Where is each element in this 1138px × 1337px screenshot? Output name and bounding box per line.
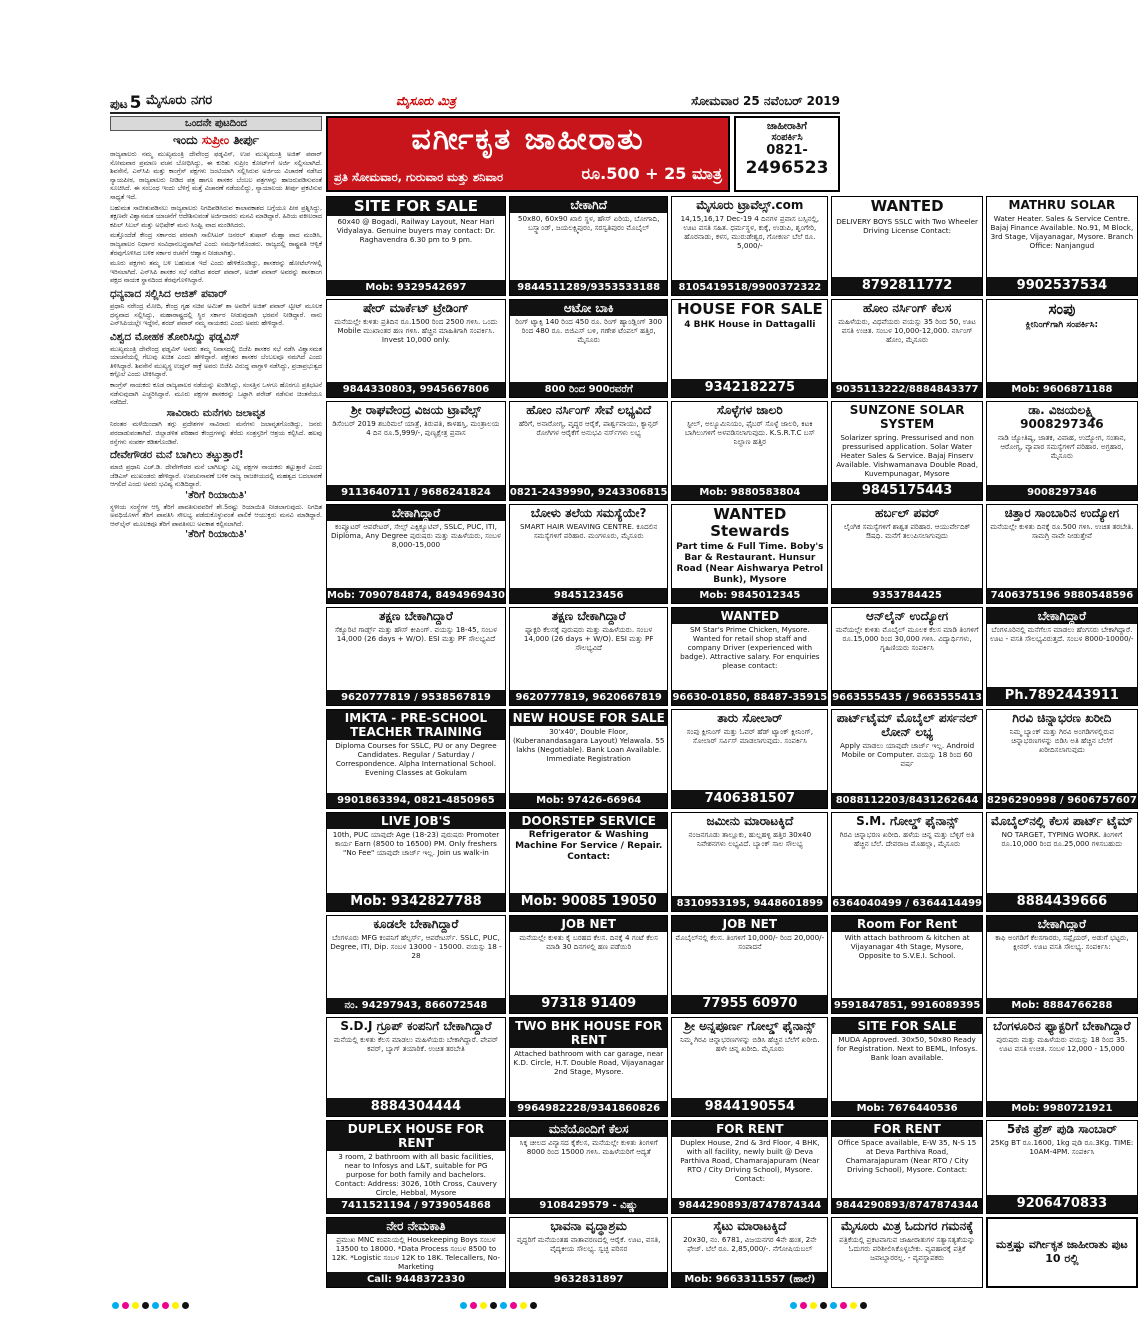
ad-title: FOR RENT <box>672 1121 827 1137</box>
registration-dots-center <box>460 1302 537 1309</box>
paragraph: ಬಹುಮತ ಸಾಬೀತುಪಡಿಸಲು ರಾಜ್ಯಪಾಲರು ನಿಗದಿಪಡಿಸಿರುವ ಕಾಲಾವಕಾಶದ ಬಗ್ಗೆಯೂ ಪೀಠ ಪ್ರಶ್ನಿಸಿದ್ದು, ತಕ್ಷಣವೇ ವಿಶ್ವಾಸಮತ ಯಾಚನೆಗೆ ಆದೇಶಿಸುವಂತೆ ಅರ್ಜಿದಾರರು ಮನವಿ ಮಾಡಿದ್ದಾರೆ. ಹಿರಿಯ ವಕೀಲರಾದ ಕಪಿಲ್ ಸಿಬಲ್ ಮತ್ತು ಅಭಿಷೇಕ್ ಮನು ಸಿಂಘ್ವಿ ವಾದ ಮಂಡಿಸಿದರು. <box>110 203 322 229</box>
ad-title: ಭಾವನಾ ವೃದ್ಧಾಶ್ರಮ <box>550 1218 627 1233</box>
ad-phone: 9844190554 <box>672 1098 827 1116</box>
ad-title: DOORSTEP SERVICE <box>510 813 668 829</box>
classified-ad <box>986 504 1138 604</box>
registration-dots-left <box>112 1302 189 1309</box>
ad-phone: 9108429579 - ವಿಷ್ಣು <box>510 1198 668 1213</box>
ad-text: SM Star's Prime Chicken, Mysore. Wanted for retail shop staff and company Driver (experienced with badge). Attractive salary. For enquiries please contact: <box>680 624 820 670</box>
ad-phone: Mob: 8884766288 <box>987 998 1137 1013</box>
ad-text: Part time & Full Time. Boby's Bar & Restaurant. Hunsur Road (Near Aishwarya Petrol Bunk), Mysore <box>676 541 824 585</box>
contact-line: 0821- <box>766 143 808 158</box>
ad-phone: Mob: 9880583804 <box>672 485 827 500</box>
ad-phone: Call: 9448372330 <box>327 1272 505 1287</box>
classified-ad <box>831 812 983 912</box>
classified-ad <box>326 299 506 399</box>
ad-phone: Mob: 7090784874, 8494969430 <box>327 589 505 601</box>
news-body <box>110 150 322 540</box>
ad-title: ಬೇಕಾಗಿದ್ದಾರೆ <box>987 608 1137 624</box>
classified-ad <box>986 299 1138 399</box>
ad-text: ನಾಡಿ ಜ್ಯೋತಿಷ್ಯ, ಜಾತಕ, ವಿವಾಹ, ಉದ್ಯೋಗ, ಸಂತಾನ, ಆರೋಗ್ಯ, ವ್ಯಾಪಾರ ಸಮಸ್ಯೆಗಳಿಗೆ ಪರಿಹಾರ. ಅಗ್ರಹಾರ, ಮೈಸೂರು <box>997 433 1126 461</box>
classified-ad <box>986 915 1138 1015</box>
ad-text: Duplex House, 2nd & 3rd Floor, 4 BHK, with all facility, newly built @ Deva Parthiva Road, Chamarajapuram (Near RTO / City Driving School), Mysore. Contact: <box>680 1137 820 1183</box>
ad-text: ಸೆಕ್ಯೂರಿಟಿ ಗಾರ್ಡ್ಸ್ ಮತ್ತು ಹೌಸ್ ಕೀಪಿಂಗ್. ವಯಸ್ಸು 18-45, ಸಂಬಳ 14,000 (26 days + W/O). ESI ಮತ್ತು PF ಸೌಲಭ್ಯವಿದೆ <box>334 624 498 643</box>
ad-phone: Ph.7892443911 <box>987 687 1137 705</box>
ad-phone: 9844290893/8747874344 <box>832 1198 982 1213</box>
registration-dot <box>510 1302 517 1309</box>
ad-phone: 9902537534 <box>987 277 1137 295</box>
ad-title: ಹೋಂ ನರ್ಸಿಂಗ್ ಸೇವೆ ಲಭ್ಯವಿದೆ <box>526 403 652 418</box>
classified-ad <box>326 401 506 501</box>
subheading: ವಿಶ್ವದ ಮೋಹಕ ತೋರಿಸಿದ್ದು ಫಡ್ನವಿಸ್ <box>110 330 240 343</box>
ad-phone: 9845175443 <box>832 482 982 500</box>
ad-title: SUNZONE SOLAR SYSTEM <box>849 403 965 432</box>
ad-text: 14,15,16,17 Dec-19 4 ದಿನಗಳ ಪ್ರವಾಸ ಬಸ್ಸಿನಲ್ಲಿ, ಊಟ ವಸತಿ ಸಹಿತ. ಧರ್ಮಸ್ಥಳ, ಕುಕ್ಕೆ, ಉಡುಪಿ, ಶೃಂಗೇರಿ, ಹೊರನಾಡು, ಕಳಸ, ಮುರುಡೇಶ್ವರ, ಗೋಕರ್ಣ ಬೆಲೆ ರೂ. 5,000/- <box>680 214 820 250</box>
classified-ad <box>831 196 983 296</box>
ad-phone: 9632831897 <box>510 1272 668 1287</box>
ad-phone: 8310953195, 9448601899 <box>672 896 827 911</box>
ad-text: ಮತ್ತಷ್ಟು ವರ್ಗೀಕೃತ ಜಾಹೀರಾತು ಪುಟ 10 ರಲ್ಲಿ <box>996 1238 1128 1266</box>
ad-text: ಮನೆಯಲ್ಲೇ ಕುಳಿತು ದಿನಕ್ಕೆ ರೂ.500 ಗಳಿಸಿ. ಉಚಿತ ತರಬೇತಿ. ಸಾಮಗ್ರಿ ನಾವೇ ನೀಡುತ್ತೇವೆ <box>990 521 1134 540</box>
ad-title: ಕೂಡಲೇ ಬೇಕಾಗಿದ್ದಾರೆ <box>373 916 459 931</box>
registration-dot <box>152 1302 159 1309</box>
registration-dot <box>470 1302 477 1309</box>
ad-phone: 9620777819, 9620667819 <box>510 690 668 705</box>
classified-ad <box>671 1217 828 1288</box>
paragraph: ಸ್ಥಳೀಯ ಸಂಸ್ಥೆಗಳ ಆಸ್ತಿ ತೆರಿಗೆ ಪಾವತಿಸುವವರಿಗೆ ಶೇ.5ರಷ್ಟು ರಿಯಾಯಿತಿ ನೀಡಲಾಗುವುದು. ನಿಗದಿತ ಅವಧಿಯೊಳಗೆ ತೆರಿಗೆ ಪಾವತಿಸಿ ಸೌಲಭ್ಯ ಪಡೆದುಕೊಳ್ಳುವಂತೆ ಪಾಲಿಕೆ ಆಯುಕ್ತರು ಮನವಿ ಮಾಡಿದ್ದಾರೆ. ಆನ್‌ಲೈನ್ ಮೂಲಕವೂ ತೆರಿಗೆ ಪಾವತಿಸಲು ಅವಕಾಶ ಕಲ್ಪಿಸಲಾಗಿದೆ. <box>110 502 322 528</box>
paragraph: ಮೂರು ಪಕ್ಷಗಳು ತಮ್ಮ ಬಳಿ ಬಹುಮತ ಇದೆ ಎಂದು ಹೇಳಿಕೊಂಡಿದ್ದು, ಶಾಸಕರನ್ನು ಹೋಟೆಲ್‌ಗಳಲ್ಲಿ ಇರಿಸಲಾಗಿದೆ. ಎನ್‌ಸಿಪಿ ಶಾಸಕರ ಸಭೆ ನಡೆಸಿದ ಶರದ್ ಪವಾರ್, ಅಜಿತ್ ಪವಾರ್ ಅವರನ್ನು ಶಾಸಕಾಂಗ ಪಕ್ಷದ ನಾಯಕ ಸ್ಥಾನದಿಂದ ತೆರವುಗೊಳಿಸಿದ್ದಾರೆ. <box>110 259 322 285</box>
classified-ad <box>509 1120 669 1214</box>
continued-label: ಒಂದನೇ ಪುಟದಿಂದ <box>110 116 322 131</box>
classified-ad <box>831 1217 983 1288</box>
registration-dot <box>162 1302 169 1309</box>
registration-dot <box>460 1302 467 1309</box>
classified-ad <box>831 607 983 707</box>
classified-ad <box>326 1017 506 1117</box>
ad-title: NEW HOUSE FOR SALE <box>510 710 668 726</box>
ad-text: ಪುರುಷರು ಮತ್ತು ಮಹಿಳೆಯರು ವಯಸ್ಸು 18 ರಿಂದ 35. ಊಟ ವಸತಿ ಉಚಿತ. ಸಂಬಳ 12,000 - 15,000 <box>996 1035 1128 1054</box>
ad-title: ಸೊಳ್ಳೆಗಳ ಜಾಲರಿ <box>716 403 783 418</box>
ad-text: MUDA Approved. 30x50, 50x80 Ready for Registration. Next to BEML, Infosys. Bank loan available. <box>836 1035 978 1063</box>
ad-title: ಬೆಂಗಳೂರಿನ ಫ್ಯಾಕ್ಟರಿಗೆ ಬೇಕಾಗಿದ್ದಾರೆ <box>993 1019 1131 1034</box>
ad-phone: 7411521194 / 9739054868 <box>327 1198 505 1213</box>
banner-title: ವರ್ಗೀಕೃತ ಜಾಹೀರಾತು <box>411 122 645 157</box>
ad-text: ಸ್ಟೀಲ್, ಅಲ್ಯೂಮಿನಿಯಂ, ಫೈಬರ್ ಸೊಳ್ಳೆ ಜಾಲರಿ, ಕಿಟಕಿ ಬಾಗಿಲುಗಳಿಗೆ ಅಳವಡಿಸಲಾಗುವುದು. K.S.R.T.C ಬಸ್ ನಿಲ್ದಾಣ ಹತ್ತಿರ <box>684 419 815 447</box>
ad-phone: 9591847851, 9916089395 <box>833 1000 981 1012</box>
ad-phone: 6364040499 / 6364414499 <box>832 897 982 909</box>
ad-title: ಶ್ರೀ ರಾಘವೇಂದ್ರ ವಿಜಯ ಟ್ರಾವೆಲ್ಸ್ <box>351 403 481 418</box>
ad-phone: Mob: 9845012345 <box>672 588 827 603</box>
ad-title: FOR RENT <box>832 1121 982 1137</box>
registration-dot <box>830 1302 837 1309</box>
ad-title: ತಕ್ಷಣ ಬೇಕಾಗಿದ್ದಾರೆ <box>379 608 453 623</box>
ad-phone: 9342182275 <box>672 379 827 397</box>
ad-title: LIVE JOB'S <box>327 813 505 829</box>
ad-text: Solarizer spring. Pressurised and non pressurised application. Solar Water Heater Sales & Service. Bajaj Finserv Available. Vishwamanava Double Road, Kuvempunagar, Mysore <box>836 433 979 479</box>
paragraph: ನಿರಂತರ ಮಳೆಯಿಂದಾಗಿ ತಗ್ಗು ಪ್ರದೇಶಗಳ ಸಾವಿರಾರು ಮನೆಗಳು ಜಲಾವೃತಗೊಂಡಿದ್ದು, ಜನರು ಪರದಾಡುವಂತಾಗಿದೆ. ಜಿಲ್ಲಾಡಳಿತ ಪರಿಹಾರ ಕೇಂದ್ರಗಳನ್ನು ತೆರೆದು ಸಂತ್ರಸ್ತರಿಗೆ ಆಶ್ರಯ ಕಲ್ಪಿಸಿದೆ. ಹಲವು ರಸ್ತೆಗಳು ಸಂಪರ್ಕ ಕಡಿತಗೊಂಡಿವೆ. <box>110 420 322 446</box>
ad-phone: Mob: 9329542697 <box>327 280 505 295</box>
ad-text: 50x80, 60x90 ಖಾಲಿ ಸ್ಥಳ, ಹೌಸ್ ಏರಿಯ, ಬೋಗಾದಿ, ಬಸ್ಸ್ಟಾಂಡ್, ಜಯಲಕ್ಷ್ಮಿಪುರಂ, ಸರಸ್ವತಿಪುರಂ ಮೊಬೈಲ್ <box>517 214 660 232</box>
ad-title: 5ಕೆಜಿ ಫ್ರೆಶ್ ಪುಡಿ ಸಾಂಬಾರ್ <box>1006 1121 1117 1136</box>
ad-text: SMART HAIR WEAVING CENTRE. ಕೂದಲಿನ ಸಮಸ್ಯೆಗಳಿಗೆ ಪರಿಹಾರ. ಮಂಗಳೂರು, ಮೈಸೂರು <box>519 521 658 540</box>
ad-text: ಹೆರಿಗೆ, ಅನಾರೋಗ್ಯ, ವೃದ್ಧರ ಆರೈಕೆ, ಪಾರ್ಶ್ವವಾಯು, ಕ್ಯಾನ್ಸರ್ ರೋಗಿಗಳ ಆರೈಕೆಗೆ ಅನುಭವಿ ನರ್ಸ್‌ಗಳು ಲಭ್ಯ <box>518 419 659 438</box>
newspaper-page <box>110 92 1137 1288</box>
banner-price: ರೂ.500 + 25 ಮಾತ್ರ <box>581 164 722 183</box>
ad-text: Refrigerator & Washing Machine For Service / Repair. Contact: <box>515 829 663 862</box>
registration-dot <box>142 1302 149 1309</box>
subheading: ದೇವೇಗೌಡರ ಮನೆ ಬಾಗಿಲು ತಟ್ಟುತ್ತಾರೆ! <box>110 449 244 462</box>
ad-text: ನಿಮ್ಮ ಗಿರವಿ ಚಿನ್ನಾಭರಣಗಳನ್ನು ಬಿಡಿಸಿ ಹೆಚ್ಚಿನ ಬೆಲೆಗೆ ಖರೀದಿ. ಹಳೇ ಚಿನ್ನ ಖರೀದಿ. ಮೈಸೂರು <box>680 1035 820 1054</box>
ad-text: NO TARGET, TYPING WORK. ತಿಂಗಳಿಗೆ ರೂ.10,000 ರಿಂದ ರೂ.25,000 ಗಳಿಸಬಹುದು <box>1001 829 1123 848</box>
ad-text: 10th, PUC ಯಾವುದೇ Age (18-23) ಪುರುಷರು Promoter ಕಾರ್ಯ Earn (8500 to 16500) PM. Only freshers "No Fee" ಯಾವುದೇ ಚಾರ್ಜ್ ಇಲ್ಲ. Join us walk-in <box>332 829 500 857</box>
ad-title: HOUSE FOR SALE <box>676 299 823 318</box>
news-column <box>110 116 322 1288</box>
ad-title: SITE FOR SALE <box>327 197 505 216</box>
classified-ad <box>326 812 506 912</box>
ad-phone: 8088112203/8431262644 <box>832 793 982 808</box>
registration-dot <box>790 1302 797 1309</box>
ad-text: 3 room, 2 bathroom with all basic facilities, near to Infosys and L&T, suitable for PG purpose for both family and bachelors. Contact: Address: 3026, 10th Cross, Cauvery Circle, Hebbal, Mysore <box>335 1151 497 1197</box>
ad-title: ಷೇರ್ ಮಾರ್ಕೆಟ್ ಟ್ರೇಡಿಂಗ್ <box>363 300 469 315</box>
ad-phone: 8105419518/9900372322 <box>672 280 827 295</box>
classified-ad <box>509 196 669 296</box>
classified-ad <box>671 196 828 296</box>
ad-title: S.M. ಗೋಲ್ಡ್ ಫೈನಾನ್ಸ್ <box>856 813 959 828</box>
ad-title: WANTED <box>672 608 827 624</box>
registration-dot <box>520 1302 527 1309</box>
ad-text: ಮೊಬೈಲ್‌ನಲ್ಲಿ ಕೆಲಸ. ತಿಂಗಳಿಗೆ 10,000/- ರಿಂದ 20,000/- ಸಂಪಾದನೆ <box>675 932 825 951</box>
ad-text: ಕಾಫಿ ಅಂಗಡಿಗೆ ಕೆಲಸಗಾರರು, ಸಪ್ಲೈಯರ್, ಅಡುಗೆ ಭಟ್ಟರು, ಕ್ಲೀನರ್. ಊಟ ವಸತಿ ಸೌಲಭ್ಯ. ಸಂಪರ್ಕಿಸಿ: <box>995 932 1129 951</box>
classified-ad <box>831 401 983 501</box>
ad-phone: 0821-2439990, 9243306815 <box>509 486 668 498</box>
paragraph: ಪ್ರಧಾನಿ ನರೇಂದ್ರ ಮೋದಿ, ಕೇಂದ್ರ ಗೃಹ ಸಚಿವ ಅಮಿತ್ ಶಾ ಅವರಿಗೆ ಅಜಿತ್ ಪವಾರ್ ಟ್ವೀಟ್ ಮೂಲಕ ಧನ್ಯವಾದ ಸಲ್ಲಿಸಿದ್ದು, ಮಹಾರಾಷ್ಟ್ರದಲ್ಲಿ ಸ್ಥಿರ ಸರ್ಕಾರ ನೀಡುವುದಾಗಿ ಭರವಸೆ ನೀಡಿದ್ದಾರೆ. ನಾನು ಎನ್‌ಸಿಪಿಯಲ್ಲೇ ಇದ್ದೇನೆ, ಶರದ್ ಪವಾರ್ ನಮ್ಮ ನಾಯಕರು ಎಂದು ಅವರು ಹೇಳಿದ್ದಾರೆ. <box>110 301 322 328</box>
classified-ad <box>671 709 828 809</box>
ad-text: 30'x40', Double Floor, (Kuberanandasagara Layout) Yelawala. 55 lakhs (Negotiable). Bank Loan Available. Immediate Registration <box>512 727 665 764</box>
ad-title: DUPLEX HOUSE FOR RENT <box>327 1121 505 1151</box>
ad-title: JOB NET <box>510 916 668 932</box>
classified-ad <box>326 196 506 296</box>
ad-phone: Mob: 7676440536 <box>832 1101 982 1116</box>
classified-ad <box>671 1120 828 1214</box>
registration-dot <box>122 1302 129 1309</box>
classified-ad <box>986 812 1138 912</box>
section-title: ಮೈಸೂರು ನಗರ <box>146 93 213 108</box>
classified-ad <box>326 709 506 809</box>
ad-title: ಹೋಂ ನರ್ಸಿಂಗ್ ಕೆಲಸ <box>863 300 952 315</box>
ad-title: ಮೊಬೈಲ್‌ನಲ್ಲಿ ಕೆಲಸ ಪಾರ್ಟ್ ಟೈಮ್ <box>991 813 1133 828</box>
ad-text: ಕ್ಲೀನಿಂಗ್‌ಗಾಗಿ ಸಂಪರ್ಕಿಸಿ: <box>1025 319 1099 330</box>
classified-ad <box>671 299 828 399</box>
ad-phone: 9845123456 <box>510 588 668 603</box>
classified-ad <box>671 812 828 912</box>
classified-ad <box>831 915 983 1015</box>
ad-title: Room For Rent <box>832 916 982 932</box>
classified-ad <box>326 607 506 707</box>
paragraph: ರಾಜ್ಯಪಾಲರು ನಮ್ಮ ಮುಖ್ಯಮಂತ್ರಿ ದೇವೇಂದ್ರ ಫಡ್ನವಿಸ್, ಉಪ ಮುಖ್ಯಮಂತ್ರಿ ಅಜಿತ್ ಪವಾರ್ ಸೋಮವಾರ ಪ್ರಮಾಣ ವಚನ ಬೋಧಿಸಿದ್ದು, ಈ ಕುರಿತು ಸುಪ್ರೀಂ ಕೋರ್ಟ್‌ಗೆ ಅರ್ಜಿ ಸಲ್ಲಿಸಲಾಗಿದೆ. ಶಿವಸೇನೆ, ಎನ್‌ಸಿಪಿ ಮತ್ತು ಕಾಂಗ್ರೆಸ್ ಪಕ್ಷಗಳು ಜಂಟಿಯಾಗಿ ಸಲ್ಲಿಸಿರುವ ಅರ್ಜಿಯ ವಿಚಾರಣೆ ನಡೆಸಿದ ನ್ಯಾಯಪೀಠ, ರಾಜ್ಯಪಾಲರು ನೀಡಿದ ಪತ್ರ ಹಾಗೂ ಶಾಸಕರ ಬೆಂಬಲ ಪತ್ರಗಳನ್ನು ಹಾಜರುಪಡಿಸುವಂತೆ ಸೂಚಿಸಿದೆ. ಈ ಸಂಬಂಧ ಇಂದು ಬೆಳಿಗ್ಗೆ ಮತ್ತೆ ವಿಚಾರಣೆ ನಡೆಯಲಿದ್ದು, ನ್ಯಾಯಾಲಯ ತೀರ್ಪು ಪ್ರಕಟಿಸುವ ಸಾಧ್ಯತೆ ಇದೆ. <box>110 150 322 201</box>
registration-dot <box>132 1302 139 1309</box>
ad-text: Office Space available, E-W 35, N-S 15 at Deva Parthiva Road, Chamarajapuram (Near RTO / City Driving School), Mysore. Contact: <box>837 1137 977 1174</box>
classified-ad <box>509 504 669 604</box>
classified-ad <box>326 1217 506 1288</box>
ad-title: ಮೈಸೂರು ಟ್ರಾವೆಲ್ಸ್.com <box>696 198 804 212</box>
ad-text: Apply ಮಾಡಲು ಯಾವುದೇ ಚಾರ್ಜ್ ಇಲ್ಲ. Android Mobile or Computer. ವಯಸ್ಸು 18 ರಿಂದ 60 ವರ್ಷ <box>839 741 975 769</box>
ad-title: JOB NET <box>672 916 827 932</box>
classified-ad <box>986 709 1138 809</box>
ad-title: WANTED <box>870 197 944 215</box>
classified-ad <box>986 1120 1138 1214</box>
classified-ad <box>671 504 828 604</box>
ad-title: ಶ್ರೀ ಅನ್ನಪೂರ್ಣ ಗೋಲ್ಡ್ ಫೈನಾನ್ಸ್ <box>684 1019 816 1034</box>
registration-dot <box>500 1302 507 1309</box>
ad-phone: 9844330803, 9945667806 <box>327 382 505 397</box>
registration-dot <box>840 1302 847 1309</box>
ad-phone: 800 ರಿಂದ 900ರವರೆಗೆ <box>510 382 668 397</box>
ad-title: ಬೋಳು ತಲೆಯ ಸಮಸ್ಯೆಯೇ? <box>530 505 647 520</box>
ad-text: ಸಂಪು ಕ್ಲೀನಿಂಗ್ ಮತ್ತು ಓವರ್ ಹೆಡ್ ಟ್ಯಾಂಕ್ ಕ್ಲೀನಿಂಗ್, ಸೋಲಾರ್ ಸರ್ವಿಸ್ ಮಾಡಲಾಗುವುದು. ಸಂಪರ್ಕಿಸಿ <box>686 727 814 746</box>
ad-title: ಆಟೋ ಬಾಕಿ <box>510 300 668 316</box>
ad-title: ಮೈಸೂರು ಮಿತ್ರ ಓದುಗರ ಗಮನಕ್ಕೆ <box>840 1218 974 1233</box>
classified-ad <box>831 1120 983 1214</box>
ad-text: Diploma Courses for SSLC, PU or any Degree Candidates. Regular / Saturday / Correspondence. Alpha International School. Evening Classes at Gokulam <box>335 741 497 778</box>
ad-text: ಮಹಿಳೆಯರು, ವಿಧವೆಯರು ವಯಸ್ಸು 35 ರಿಂದ 50, ಊಟ ವಸತಿ ಉಚಿತ. ಸಂಬಳ 10,000-12,000. ನರ್ಸಿಂಗ್ ಹೋಂ, ಮೈಸೂರು <box>838 316 976 344</box>
ad-title: ಪಾರ್ಟ್‌ಟೈಮ್ ಮೊಬೈಲ್ ಪರ್ಸನಲ್ ಲೋನ್ ಲಭ್ಯ <box>836 711 978 740</box>
ad-title: ಚಿತ್ತಾರ ಸಾಂಬಾರಿನ ಉದ್ಯೋಗ <box>1004 505 1120 520</box>
ad-title: TWO BHK HOUSE FOR RENT <box>510 1018 668 1048</box>
ad-phone: 9901863394, 0821-4850965 <box>327 793 505 808</box>
page-number: ಪುಟ 5 <box>110 93 142 113</box>
ad-phone: 9620777819 / 9538567819 <box>327 690 505 705</box>
contact-box <box>734 116 840 192</box>
ad-phone: 8792811772 <box>832 277 982 295</box>
ad-phone: 97318 91409 <box>510 995 668 1013</box>
ad-title: ಗಿರವಿ ಚಿನ್ನಾಭರಣ ಖರೀದಿ <box>1012 711 1112 726</box>
classified-ad <box>671 401 828 501</box>
registration-dot <box>820 1302 827 1309</box>
classified-ad <box>509 607 669 707</box>
subheading: 'ತೆರಿಗೆ ರಿಯಾಯಿತಿ' <box>185 490 247 501</box>
classified-ad <box>831 504 983 604</box>
ad-text: ಲೈಂಗಿಕ ಸಮಸ್ಯೆಗಳಿಗೆ ಶಾಶ್ವತ ಪರಿಹಾರ. ಆಯುರ್ವೇದಿಕ್ ಔಷಧಿ. ಮನೆಗೆ ತಲುಪಿಸಲಾಗುವುದು <box>843 521 971 540</box>
registration-dot <box>172 1302 179 1309</box>
ad-title: ಡಾ. ವಿಜಯಲಕ್ಷ್ಮಿ 9008297346 <box>1020 403 1104 432</box>
ad-text: ವೃದ್ಧರಿಗೆ ಮನೆಯಂತಹ ವಾತಾವರಣದಲ್ಲಿ ಆರೈಕೆ. ಊಟ, ವಸತಿ, ವೈದ್ಯಕೀಯ ಸೌಲಭ್ಯ. ಸ್ವಚ್ಛ ಪರಿಸರ <box>516 1234 661 1253</box>
ad-text: ಸಿಕ್ಕ ಚೀಲದ ವಿನ್ಯಾಸದ ಕೈಕೆಲಸ, ಮನೆಯಲ್ಲೇ ಕುಳಿತು ತಿಂಗಳಿಗೆ 8000 ರಿಂದ 15000 ಗಳಿಸಿ. ಮಹಿಳೆಯರಿಗೆ ಆದ್ಯತೆ <box>519 1137 658 1156</box>
ad-phone: 9008297346 <box>987 485 1137 500</box>
classified-ad <box>831 1017 983 1117</box>
ad-title: ತಕ್ಷಣ ಬೇಕಾಗಿದ್ದಾರೆ <box>551 608 626 623</box>
ad-text: ಮನೆಯಲ್ಲೇ ಕುಳಿತು ಕೈ ಬರಹದ ಕೆಲಸ. ದಿನಕ್ಕೆ 4 ಗಂಟೆ ಕೆಲಸ ಮಾಡಿ 30 ದಿನಗಳಲ್ಲಿ ಹಣ ಪಡೆಯಿರಿ <box>519 932 658 951</box>
classified-ad <box>831 299 983 399</box>
ad-text: ಬೆಂಗಳೂರಿನಲ್ಲಿ ಮನೆಗೆಲಸ ಮಾಡಲು ಹೆಂಗಸರು ಬೇಕಾಗಿದ್ದಾರೆ. ಊಟ - ವಸತಿ ಸೌಲಭ್ಯವಿರುತ್ತದೆ. ಸಂಬಳ 8000-10000/- <box>990 624 1134 643</box>
ad-text: ನಂಜನಗೂಡು ತಾಲ್ಲೂಕು, ಹುಲ್ಲಹಳ್ಳಿ ಹತ್ತಿರ 30x40 ನಿವೇಶನಗಳು ಲಭ್ಯವಿದೆ. ಬ್ಯಾಂಕ್ ಸಾಲ ಸೌಲಭ್ಯ <box>688 829 812 848</box>
ad-phone: 9964982228/9341860826 <box>510 1101 668 1116</box>
ad-phone: 9844511289/9353533188 <box>510 280 668 295</box>
registration-dot <box>112 1302 119 1309</box>
classified-ad <box>509 401 669 501</box>
registration-dot <box>490 1302 497 1309</box>
ad-phone: 8296290998 / 9606757607 <box>987 794 1137 806</box>
ad-text: DELIVERY BOYS SSLC with Two Wheeler Driving License Contact: <box>836 217 978 235</box>
classified-ad <box>326 915 506 1015</box>
ad-text: 20x30, ನಂ. 6781, ವಿಜಯನಗರ 4ನೇ ಹಂತ, 2ನೇ ಫೇಜ್. ಬೆಲೆ ರೂ. 2,85,000/-. ನೆಗೋಷಿಯಬಲ್ <box>683 1234 817 1253</box>
ad-text: ರಿಂಗ್ ಟ್ಯಾಕ್ಸಿ 140 ರಿಂದ 450 ರೂ. ರಿಂಗ್ ಹ್ಯಾಂಡ್ಲಿಂಗ್ 300 ರಿಂದ 480 ರೂ. ಬಿಜಿಎಸ್ ಬಳಿ, ಗಣೇಶ ಟೆಂಪಲ್ ಹತ್ತಿರ, ಮೈಸೂರು <box>515 316 663 344</box>
ad-phone: 9035113222/8884843377 <box>832 382 982 397</box>
ads-grid <box>326 196 1137 1288</box>
ad-text: ನಿಮ್ಮ ಬ್ಯಾಂಕ್ ಮತ್ತು ಗಿರವಿ ಅಂಗಡಿಗಳಲ್ಲಿರುವ ಚಿನ್ನಾಭರಣಗಳನ್ನು ಬಿಡಿಸಿ ಅತಿ ಹೆಚ್ಚಿನ ಬೆಲೆಗೆ ಖರೀದಿಸಲಾಗುವುದು <box>1009 727 1115 755</box>
classified-ad <box>326 1120 506 1214</box>
ad-text: ಡಿಸೆಂಬರ್ 2019 ಶಬರಿಮಲೆ ಯಾತ್ರೆ, ತಿರುಪತಿ, ಕಾಳಹಸ್ತಿ, ಮಂತ್ರಾಲಯ 4 ದಿನ ರೂ.5,999/-, ಪುಣ್ಯಕ್ಷೇತ್ರ ಪ್ರವಾಸ <box>332 419 500 438</box>
subheading: ಸಾವಿರಾರು ಮನೆಗಳು ಜಲಾವೃತ <box>166 407 266 419</box>
ad-title: ಸೈಟು ಮಾರಾಟಕ್ಕಿದೆ <box>713 1218 787 1233</box>
ad-phone: 9113640711 / 9686241824 <box>327 485 505 500</box>
ad-phone: 8884304444 <box>327 1098 505 1116</box>
ad-phone: 9663555435 / 9663555413 <box>832 692 982 704</box>
ad-title: MATHRU SOLAR <box>1008 198 1116 212</box>
ad-phone: 8884439666 <box>987 893 1137 911</box>
ad-phone: 9844290893/8747874344 <box>672 1198 827 1213</box>
ad-title: ಮನೆಯೊಂದಿಗೆ ಕೆಲಸ <box>510 1121 668 1137</box>
ad-text: ಬೆಂಗಳೂರು MFG ಕಂಪನಿಗೆ ಹೆಲ್ಪರ್ಸ್, ಆಪರೇಟರ್ಸ್. SSLC, PUC, Degree, ITI, Dip. ಸಂಬಳ 13000 - 15000. ವಯಸ್ಸು 18 - 28 <box>330 932 502 960</box>
ad-title: ಬೇಕಾಗಿದ್ದಾರೆ <box>327 505 505 521</box>
ad-title: S.D.J ಗ್ರೂಪ್ ಕಂಪನಿಗೆ ಬೇಕಾಗಿದ್ದಾರೆ <box>340 1019 492 1034</box>
ad-text: Attached bathroom with car garage, near K.D. Circle, H.T. Double Road, Vijayanagar 2nd Stage, Mysore. <box>513 1049 664 1077</box>
paragraph: ಮತ್ತೊಂದೆಡೆ ಕೇಂದ್ರ ಸರ್ಕಾರದ ಪರವಾಗಿ ಸಾಲಿಸಿಟರ್ ಜನರಲ್ ತುಷಾರ್ ಮೆಹ್ತಾ ವಾದ ಮಂಡಿಸಿ, ರಾಜ್ಯಪಾಲರ ನಿರ್ಧಾರ ಸಂವಿಧಾನಬದ್ಧವಾಗಿದೆ ಎಂದು ಸಮರ್ಥಿಸಿಕೊಂಡರು. ರಾಜ್ಯದಲ್ಲಿ ರಾಷ್ಟ್ರಪತಿ ಆಳ್ವಿಕೆ ತೆರವುಗೊಳಿಸಿದ ಬಳಿಕ ಸರ್ಕಾರ ರಚನೆಗೆ ಆಹ್ವಾನ ನೀಡಲಾಗಿತ್ತು. <box>110 231 322 257</box>
ad-title: SITE FOR SALE <box>832 1018 982 1034</box>
ad-phone: 9353784425 <box>832 588 982 603</box>
ad-phone: Mob: 9342827788 <box>327 893 505 911</box>
ad-phone: 77955 60970 <box>672 995 827 1013</box>
classified-ad <box>671 607 828 707</box>
ad-text: Water Heater. Sales & Service Centre. Bajaj Finance Available. No.91, M Block, 3rd Stage, Vijayanagar, Mysore. Branch Office: Nanjangud <box>990 214 1134 250</box>
classified-ad <box>509 709 669 809</box>
paragraph: ಮಾಜಿ ಪ್ರಧಾನಿ ಎಚ್.ಡಿ. ದೇವೇಗೌಡರ ಮನೆ ಬಾಗಿಲನ್ನು ಎಲ್ಲ ಪಕ್ಷಗಳ ನಾಯಕರು ತಟ್ಟುತ್ತಾರೆ ಎಂದು ಜೆಡಿಎಸ್ ಮುಖಂಡರು ಹೇಳಿದ್ದಾರೆ. ಉಪಚುನಾವಣೆ ಬಳಿಕ ರಾಜ್ಯ ರಾಜಕೀಯದಲ್ಲಿ ಮಹತ್ವದ ಬದಲಾವಣೆ ಆಗಲಿದೆ ಎಂದು ಅವರು ಭವಿಷ್ಯ ನುಡಿದಿದ್ದಾರೆ. <box>110 463 322 489</box>
ad-phone: Mob: 9606871188 <box>987 382 1137 397</box>
classified-ad <box>831 709 983 809</box>
ad-text: 25Kg BT ರೂ.1600, 1kg ಪುಡಿ ರೂ.3Kg. TIME: 10AM-4PM. ಸಂಪರ್ಕಿಸಿ <box>990 1137 1134 1156</box>
ad-text: ಗಿರವಿ ಚಿನ್ನಾಭರಣ ಖರೀದಿ. ಹಳೆಯ ಚಿನ್ನ ಮತ್ತು ಬೆಳ್ಳಿಗೆ ಅತಿ ಹೆಚ್ಚಿನ ಬೆಲೆ. ದೇವರಾಜ ಮೊಹಲ್ಲಾ, ಮೈಸೂರು <box>839 829 975 848</box>
ad-title: ನೇರ ನೇಮಕಾತಿ <box>327 1218 505 1234</box>
ad-phone: Mob: 90085 19050 <box>510 893 668 911</box>
news-headline: ಇಂದು ಸುಪ್ರೀಂ ತೀರ್ಪು <box>172 133 260 147</box>
ad-title: ಆನ್‌ಲೈನ್ ಉದ್ಯೋಗ <box>866 608 949 623</box>
ad-text: ಪ್ರಮುಖ MNC ಕಂಪನಿಯಲ್ಲಿ Housekeeping Boys ಸಂಬಳ 13500 to 18000. *Data Process ಸಂಬಳ 8500 to 12K. *Logistic ಸಂಬಳ 12K to 18K. Telecallers, No-Marketing <box>331 1234 501 1271</box>
ad-text: With attach bathroom & kitchen at Vijayanagar 4th Stage, Mysore, Opposite to S.V.E.I. School. <box>844 932 970 960</box>
ad-text: 60x40 @ Bogadi, Railway Layout, Near Hari Vidyalaya. Genuine buyers may contact: Dr. Raghavendra 6.30 pm to 9 pm. <box>336 217 496 244</box>
classified-ad <box>986 196 1138 296</box>
ad-text: 4 BHK House in Dattagalli <box>684 319 816 330</box>
ad-phone: 7406375196 9880548596 <box>987 588 1137 603</box>
registration-dot <box>530 1302 537 1309</box>
paragraph: ಮುಖ್ಯಮಂತ್ರಿ ದೇವೇಂದ್ರ ಫಡ್ನವಿಸ್ ಅವರು ತಮ್ಮ ನಿವಾಸದಲ್ಲಿ ಬಿಜೆಪಿ ಶಾಸಕರ ಸಭೆ ನಡೆಸಿ ವಿಶ್ವಾಸಮತ ಯಾಚನೆಯಲ್ಲಿ ಗೆಲುವು ಖಚಿತ ಎಂದು ಹೇಳಿದ್ದಾರೆ. ಪಕ್ಷೇತರ ಶಾಸಕರ ಬೆಂಬಲವೂ ನಮಗಿದೆ ಎಂದು ತಿಳಿಸಿದ್ದಾರೆ. ಶಿವಸೇನೆ ಮುಖ್ಯಸ್ಥ ಉದ್ಧವ್ ಠಾಕ್ರೆ ಅವರು ಬಿಜೆಪಿ ವಿರುದ್ಧ ವಾಗ್ದಾಳಿ ನಡೆಸಿದ್ದು, ಪ್ರಜಾಪ್ರಭುತ್ವದ ಕಗ್ಗೊಲೆ ಎಂದು ಟೀಕಿಸಿದ್ದಾರೆ. <box>110 344 322 379</box>
ad-phone: ನಂ. 94297943, 866072548 <box>327 998 505 1013</box>
classified-ad <box>671 915 828 1015</box>
registration-dot <box>800 1302 807 1309</box>
ad-title: ಜಮೀನು ಮಾರಾಟಕ್ಕಿದೆ <box>706 813 794 828</box>
page-header <box>110 92 840 114</box>
paragraph: ಕಾಂಗ್ರೆಸ್ ನಾಯಕರು ಕೂಡ ರಾಜ್ಯಪಾಲರ ನಡೆಯನ್ನು ಖಂಡಿಸಿದ್ದು, ಸಂಸತ್ತಿನ ಒಳಗೂ ಹೊರಗೂ ಪ್ರತಿಭಟನೆ ನಡೆಸುವುದಾಗಿ ಎಚ್ಚರಿಸಿದ್ದಾರೆ. ಮೂರು ಪಕ್ಷಗಳ ಶಾಸಕರನ್ನು ಒಟ್ಟಾಗಿ ಪರೇಡ್ ನಡೆಸುವ ಚಿಂತನೆಯೂ ನಡೆದಿದೆ. <box>110 381 322 407</box>
ad-text: ಪತ್ರಿಕೆಯಲ್ಲಿ ಪ್ರಕಟವಾಗುವ ಜಾಹೀರಾತುಗಳ ಸತ್ಯಾಸತ್ಯತೆಯನ್ನು ಓದುಗರು ಪರಿಶೀಲಿಸಿಕೊಳ್ಳಬೇಕು. ವ್ಯವಹಾರಕ್ಕೆ ಪತ್ರಿಕೆ ಜವಾಬ್ದಾರರಲ್ಲ. - ವ್ಯವಸ್ಥಾಪಕರು <box>839 1234 976 1262</box>
classified-ad <box>509 299 669 399</box>
ad-title: WANTED Stewards <box>710 504 790 540</box>
classified-ad <box>326 504 506 604</box>
ad-phone: Mob: 97426-66964 <box>510 793 668 808</box>
classified-ad <box>986 1017 1138 1117</box>
classified-ad <box>986 401 1138 501</box>
ad-title: ಸಂಪು <box>1048 299 1076 318</box>
registration-dot <box>182 1302 189 1309</box>
ad-text: ಮನೆಯಲ್ಲೇ ಕುಳಿತು ಪ್ರತಿದಿನ ರೂ.1500 ರಿಂದ 2500 ಗಳಿಸಿ. ಒಂದು Mobile ಮುಖಾಂತರ ಹಣ ಗಳಿಸಿ. ಹೆಚ್ಚಿನ ಮಾಹಿತಿಗಾಗಿ ಸಂಪರ್ಕಿಸಿ. Invest 10,000 only. <box>334 316 498 344</box>
classifieds-area <box>326 116 1137 1288</box>
classifieds-banner <box>326 116 730 192</box>
ad-text: ಮನೆಯಲ್ಲಿ ಕುಳಿತು ಕೆಲಸ ಮಾಡಲು ಮಹಿಳೆಯರು ಬೇಕಾಗಿದ್ದಾರೆ. ಪೇಪರ್ ಕವರ್, ಬ್ಯಾಗ್ ತಯಾರಿಕೆ. ಉಚಿತ ತರಬೇತಿ <box>333 1035 499 1054</box>
classified-ad <box>671 1017 828 1117</box>
subheading: 'ತೆರಿಗೆ ರಿಯಾಯಿತಿ' <box>185 529 247 541</box>
ad-title: ಹರ್ಬಲ್ ಪವರ್ <box>875 505 940 520</box>
classified-ad <box>509 915 669 1015</box>
ad-title: ತಾರು ಸೋಲಾರ್ <box>717 711 783 726</box>
registration-dot <box>480 1302 487 1309</box>
classified-ad <box>509 1217 669 1288</box>
ad-text: ಫ್ಯಾಕ್ಟರಿ ಕೆಲಸಕ್ಕೆ ಪುರುಷರು ಮತ್ತು ಮಹಿಳೆಯರು. ಸಂಬಳ 14,000 (26 days + W/O). ESI ಮತ್ತು PF ಸೌಲಭ್ಯವಿದೆ <box>523 624 654 652</box>
ad-title: IMKTA - PRE-SCHOOL TEACHER TRAINING <box>327 710 505 740</box>
ad-phone: 96630-01850, 88487-35915 <box>672 692 828 704</box>
classified-ad <box>509 1017 669 1117</box>
issue-date: ಸೋಮವಾರ 25 ನವೆಂಬರ್ 2019 <box>691 94 840 108</box>
classified-ad <box>986 607 1138 707</box>
ad-text: ಕಂಪ್ಯೂಟರ್ ಆಪರೇಟರ್, ಸೇಲ್ಸ್ ಎಕ್ಸಿಕ್ಯೂಟಿವ್, SSLC, PUC, ITI, Diploma, Any Degree ಪುರುಷರು ಮತ್ತು ಮಹಿಳೆಯರು, ಸಂಬಳ 8,000-15,000 <box>331 521 501 549</box>
ad-phone: 7406381507 <box>672 790 827 808</box>
registration-dot <box>850 1302 857 1309</box>
ad-text: ಮನೆಯಲ್ಲೇ ಕುಳಿತು ಮೊಬೈಲ್ ಮೂಲಕ ಕೆಲಸ ಮಾಡಿ ತಿಂಗಳಿಗೆ ರೂ.15,000 ರಿಂದ 30,000 ಗಳಿಸಿ. ವಿದ್ಯಾರ್ಥಿಗಳು, ಗೃಹಿಣಿಯರು ಸಂಪರ್ಕಿಸಿ <box>835 624 979 652</box>
banner-schedule: ಪ್ರತಿ ಸೋಮವಾರ, ಗುರುವಾರ ಮತ್ತು ಶನಿವಾರ <box>334 170 504 184</box>
contact-line: ಸಂಪರ್ಕಿಸಿ <box>771 132 803 143</box>
ad-phone: Mob: 9663311557 (ಹಾಲೆ) <box>672 1272 827 1287</box>
registration-dots-right <box>790 1302 867 1309</box>
ad-title: ಬೇಕಾಗಿದೆ <box>510 197 668 213</box>
classified-ad <box>509 812 669 912</box>
registration-dot <box>860 1302 867 1309</box>
subheading: ಧನ್ಯವಾದ ಸಲ್ಲಿಸಿದ ಅಜಿತ್ ಪವಾರ್ <box>110 287 228 300</box>
newspaper-logo: ಮೈಸೂರು ಮಿತ್ರ <box>396 94 456 108</box>
contact-line: ಜಾಹೀರಾತಿಗೆ <box>767 121 807 132</box>
registration-dot <box>810 1302 817 1309</box>
ad-phone: Mob: 9980721921 <box>987 1101 1137 1116</box>
color-registration-marks <box>0 1302 945 1314</box>
classified-ad <box>986 1217 1138 1288</box>
ad-title: ಬೇಕಾಗಿದ್ದಾರೆ <box>987 916 1137 932</box>
contact-phone: 2496523 <box>745 158 829 178</box>
ad-phone: 9206470833 <box>987 1195 1137 1213</box>
